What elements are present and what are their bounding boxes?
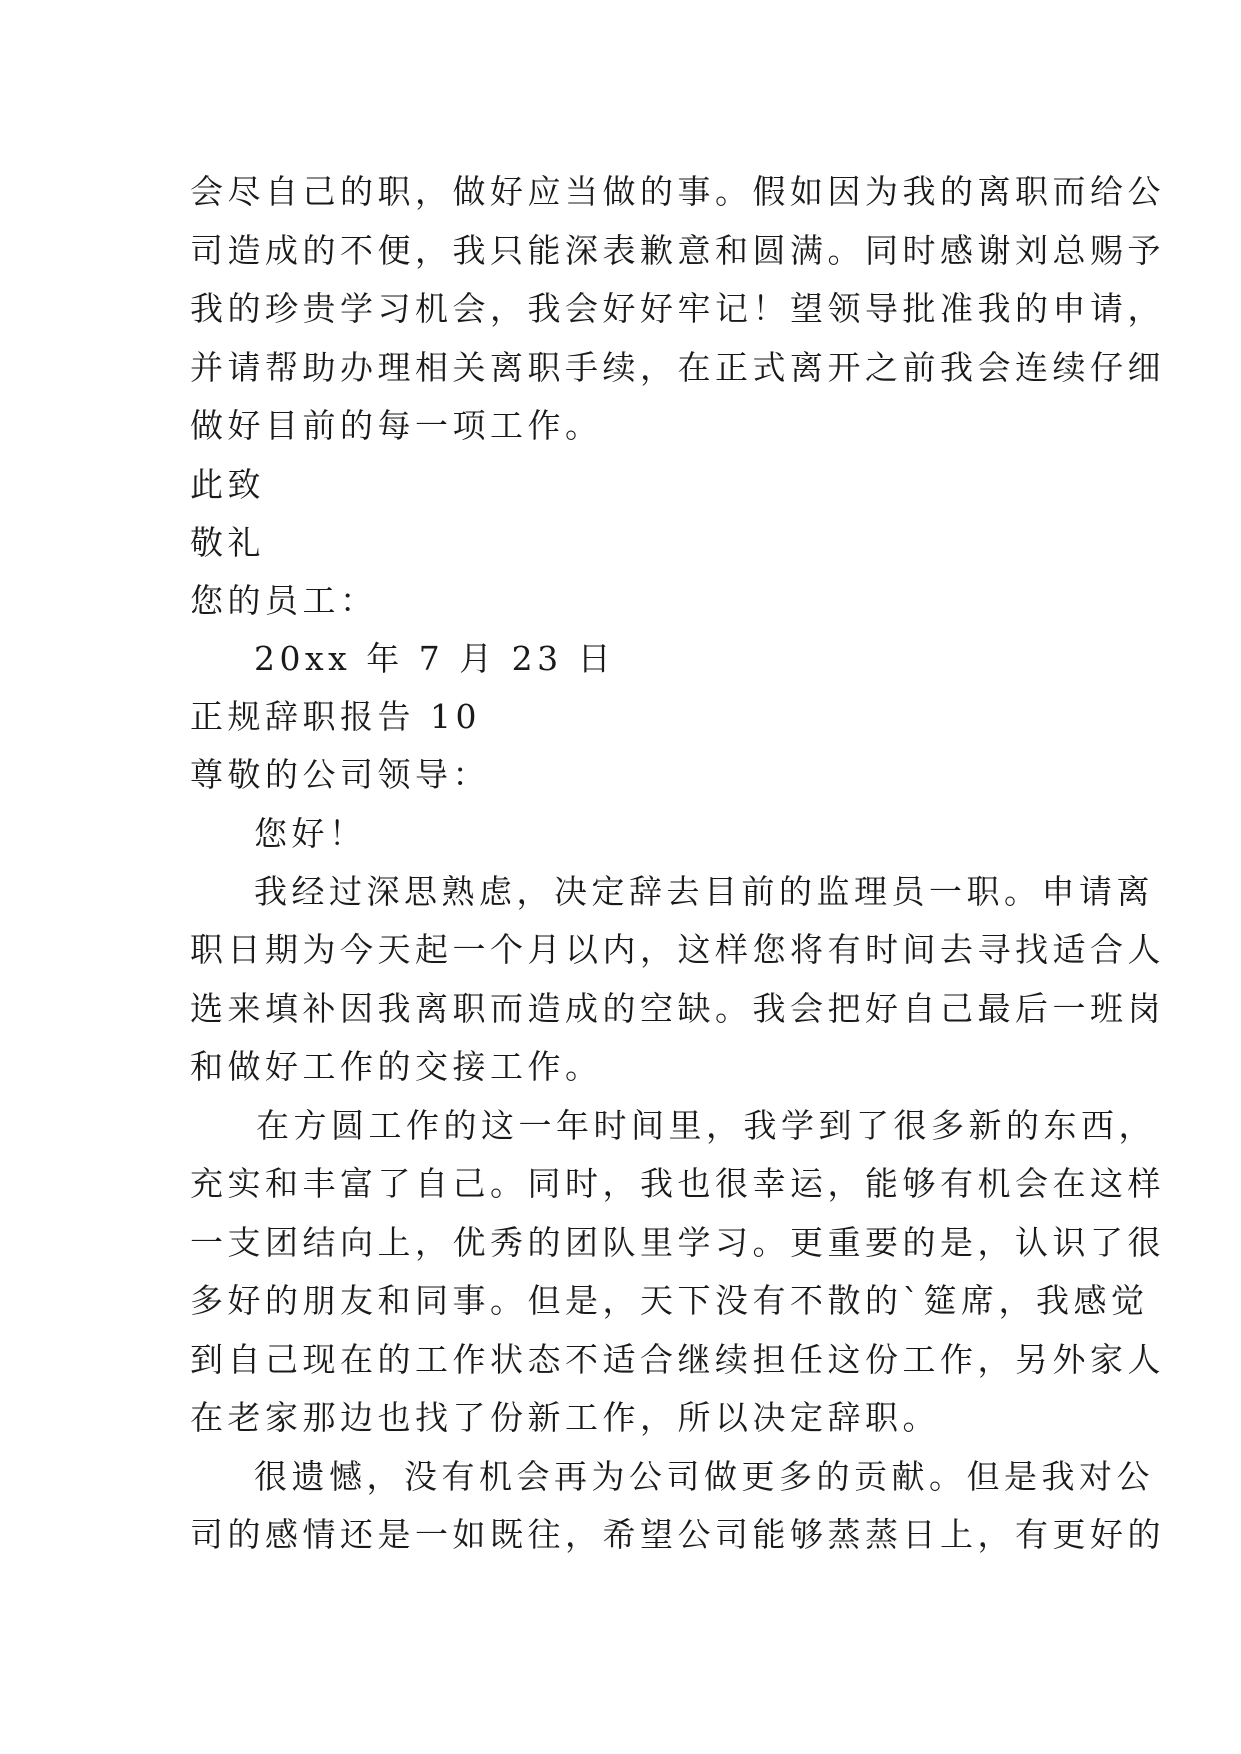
body-line: 在老家那边也找了份新工作，所以决定辞职。 (190, 1398, 940, 1438)
letter-greeting: 您好！ (254, 813, 367, 853)
signature-label: 您的员工： (190, 580, 378, 620)
body-line: 到自己现在的工作状态不适合继续担任这份工作，另外家人 (190, 1339, 1165, 1379)
body-line: 司的感情还是一如既往，希望公司能够蒸蒸日上，有更好的 (190, 1515, 1165, 1555)
section-title: 正规辞职报告 10 (190, 697, 481, 737)
body-line: 充实和丰富了自己。同时，我也很幸运，能够有机会在这样 (190, 1164, 1165, 1204)
body-line: 选来填补因我离职而造成的空缺。我会把好自己最后一班岗 (190, 988, 1165, 1028)
body-line: 一支团结向上，优秀的团队里学习。更重要的是，认识了很 (190, 1222, 1165, 1262)
document-body (190, 163, 1165, 1565)
body-line: 多好的朋友和同事。但是，天下没有不散的`筵席，我感觉 (190, 1281, 1149, 1321)
body-line: 很遗憾，没有机会再为公司做更多的贡献。但是我对公 (254, 1456, 1154, 1496)
body-line: 并请帮助办理相关离职手续，在正式离开之前我会连续仔细 (190, 347, 1165, 387)
body-line: 做好目前的每一项工作。 (190, 406, 603, 445)
body-line: 司造成的不便，我只能深表歉意和圆满。同时感谢刘总赐予 (190, 230, 1165, 270)
body-line: 职日期为今天起一个月以内，这样您将有时间去寻找适合人 (190, 930, 1165, 970)
closing-salutation: 此致 (190, 464, 265, 504)
letter-addressee: 尊敬的公司领导： (190, 755, 490, 795)
body-line: 我的珍贵学习机会，我会好好牢记！望领导批准我的申请， (190, 289, 1165, 328)
body-line: 会尽自己的职，做好应当做的事。假如因为我的离职而给公 (190, 172, 1165, 211)
signature-date: 20xx 年 7 月 23 日 (254, 639, 616, 679)
body-line: 和做好工作的交接工作。 (190, 1047, 603, 1087)
body-line: 在方圆工作的这一年时间里，我学到了很多新的东西， (256, 1105, 1156, 1145)
body-line: 我经过深思熟虑，决定辞去目前的监理员一职。申请离 (254, 871, 1154, 911)
closing-regards: 敬礼 (190, 522, 265, 562)
